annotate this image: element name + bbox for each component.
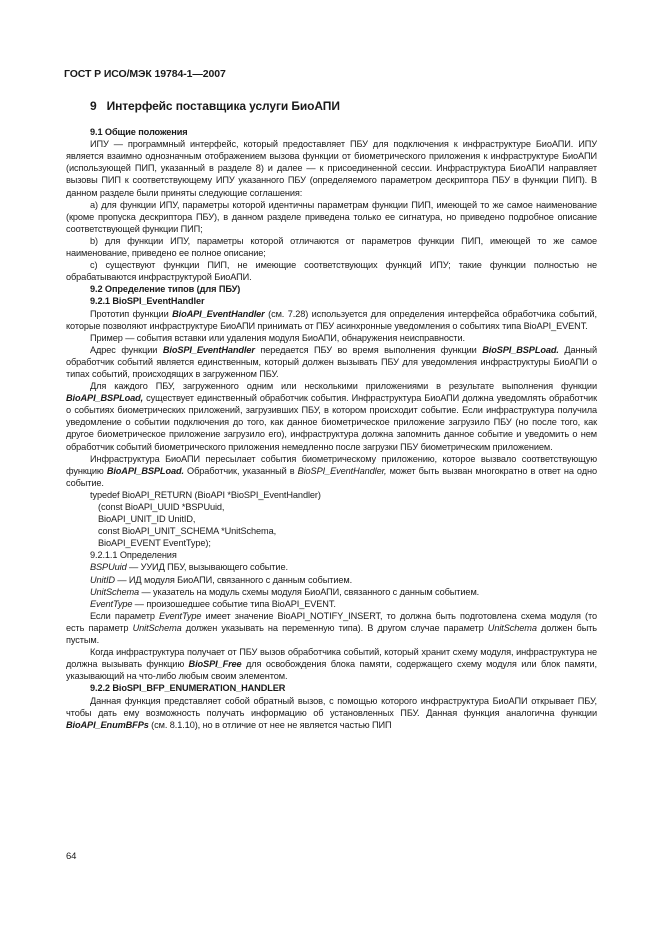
- paragraph: Прототип функции BioAPI_EventHandler (см. 7.28) используется для определения интерфейса обработчика событий, которые позволяют инфраструктуре БиоАПИ принимать от ПБУ асинхронные уведомления о событиях типа BioAPI_EVENT.: [66, 308, 597, 331]
- subsection-heading-9-2-2: 9.2.2 BioSPI_BFP_ENUMERATION_HANDLER: [90, 683, 286, 694]
- paragraph: Если параметр EventType имеет значение BioAPI_NOTIFY_INSERT, то должна быть подготовлена схема модуля (то есть параметр UnitSchema должен указывать на переменную типа). В другом случае параметр UnitSchema должен быть пустым.: [66, 610, 598, 646]
- definition-item: BSPUuid — УУИД ПБУ, вызывающего событие.: [90, 562, 288, 573]
- function-name: BioAPI_EventHandler: [172, 308, 265, 319]
- definition-item: UnitSchema — указатель на модуль схемы модуля БиоАПИ, связанного с данным событием.: [90, 586, 480, 597]
- page-number: 64: [66, 851, 77, 862]
- list-item-b: b) для функции ИПУ, параметры которой отличаются от параметров функции ПИП, имеющей то же самое наименование, приведено ее полное описание;: [66, 235, 597, 259]
- definitions-heading: 9.2.1.1 Определения: [90, 550, 177, 561]
- running-header: ГОСТ Р ИСО/МЭК 19784-1—2007: [64, 68, 226, 80]
- paragraph: Для каждого ПБУ, загруженного одним или несколькими приложениями в результате выполнения функции BioAPI_BSPLoad, существует единственный обработчик события. Инфраструктура БиоАПИ должна уведомлять обработчик о событиях биометрических приложений, загрузивших ПБУ, в котором происходит событие. Если инфраструктура получила уведомление о событии подключения до того, как данное биометрическое приложение загрузило ПБУ (но после того, как другое биометрическое приложение загрузило его), инфраструктура должна запомнить данное событие и уведомить о нем обработчик событий биометрического приложения немедленно после загрузки ПБУ биометрическим приложением.: [66, 381, 597, 452]
- code-line: BioAPI_EVENT EventType);: [98, 538, 211, 549]
- page-body: [66, 100, 597, 731]
- paragraph: Когда инфраструктура получает от ПБУ вызов обработчика событий, который хранит схему модуля, инфраструктура не должна вызывать функцию BioSPI_Free для освобождения блока памяти, содержащего схему модуля или блок памяти, указывающий на что-либо любым своим элементом.: [66, 647, 598, 682]
- definition-item: UnitID — ИД модуля БиоАПИ, связанного с данным событием.: [90, 574, 353, 585]
- paragraph: Данная функция представляет собой обратный вызов, с помощью которого инфраструктура БиоАПИ открывает ПБУ, чтобы дать ему возможность получать информацию об установленных ПБУ. Данная функция аналогична функции BioAPI_EnumBFPs (см. 8.1.10), но в отличие от нее не является частью ПИП: [66, 695, 597, 730]
- function-name: BioAPI_BSPLoad.: [106, 465, 184, 476]
- definition-item: EventType — произошедшее событие типа BioAPI_EVENT.: [90, 598, 336, 609]
- code-line: (const BioAPI_UUID *BSPUuid,: [98, 502, 225, 512]
- paragraph: Адрес функции BioSPI_EventHandler передается ПБУ во время выполнения функции BioSPI_BSPLoad. Данный обработчик событий является единственным, который должен вызывать ПБУ для уведомления инфраструктуры БиоАПИ о типах событий, происходящих в загруженном ПБУ.: [66, 344, 597, 379]
- paragraph: Инфраструктура БиоАПИ пересылает события биометрическому приложению, которое вызвало соответствующую функцию BioAPI_BSPLoad. Обработчик, указанный в BioSPI_EventHandler, может быть вызван многократно в ответ на одно событие.: [66, 453, 597, 488]
- section-number: 9: [90, 99, 97, 113]
- function-name: BioSPI_BSPLoad.: [482, 344, 559, 355]
- code-line: const BioAPI_UNIT_SCHEMA *UnitSchema,: [98, 526, 277, 537]
- function-name: BioSPI_EventHandler: [162, 344, 255, 355]
- code-line: BioAPI_UNIT_ID UnitID,: [98, 514, 196, 525]
- example-note: Пример — события вставки или удаления модуля БиоАПИ, обнаружения неисправности.: [90, 332, 466, 343]
- function-name: BioSPI_Free: [188, 659, 242, 670]
- function-name: BioSPI_EventHandler,: [297, 465, 387, 476]
- function-name: BioAPI_EnumBFPs: [66, 719, 149, 730]
- function-name: BioAPI_BSPLoad,: [66, 393, 144, 404]
- subsection-heading-9-2-1: 9.2.1 BioSPI_EventHandler: [90, 296, 205, 307]
- section-title: Интерфейс поставщика услуги БиоАПИ: [106, 99, 340, 113]
- list-item-c: с) существуют функции ПИП, не имеющие соответствующих функций ИПУ; такие функции полностью не обрабатываются инфраструктурой БиоАПИ.: [66, 260, 597, 283]
- code-line: typedef BioAPI_RETURN (BioAPI *BioSPI_EventHandler): [90, 489, 321, 500]
- list-item-a: а) для функции ИПУ, параметры которой идентичны параметрам функции ПИП, имеющей то же самое наименование (кроме пропуска дескриптора ПБУ), в данном разделе приведена только ее сигнатура, но приведено подробное описание соответствующей функции ПИП;: [66, 199, 597, 234]
- paragraph: ИПУ — программный интерфейс, который предоставляет ПБУ для подключения к инфраструктуре БиоАПИ. ИПУ является взаимно однозначным отображением вызова функции от биометрического приложения к инфраструктуре БиоАПИ (использующей ПИП, указанный в разделе 8) и далее — к присоединенной сессии. Инфраструктура БиоАПИ направляет вызовы ПИП к соответствующему ИПУ указанного ПБУ (определяемого параметром дескриптора ПБУ в функции ПИП). В данном разделе были приняты следующие соглашения:: [66, 139, 597, 198]
- subsection-heading-9-2: 9.2 Определение типов (для ПБУ): [90, 284, 241, 295]
- subsection-heading-9-1: 9.1 Общие положения: [90, 127, 188, 138]
- section-heading: [90, 100, 597, 112]
